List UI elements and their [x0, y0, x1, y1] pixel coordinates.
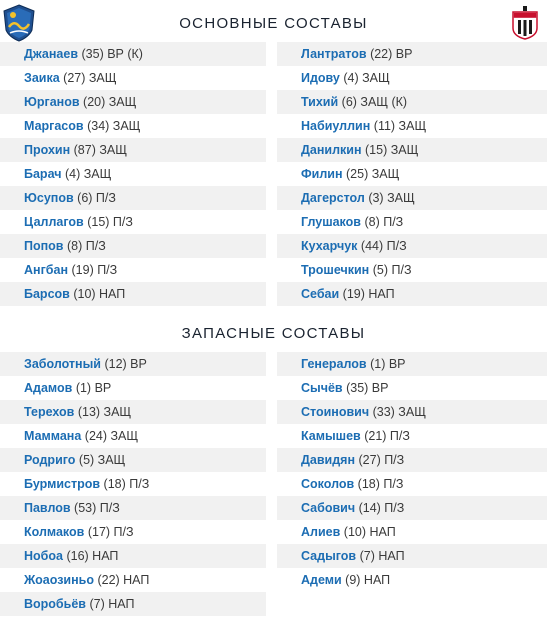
player-number-position: (17) П/З [87, 525, 134, 539]
player-name-link[interactable]: Юсупов [24, 191, 74, 205]
player-number-position: (10) НАП [343, 525, 396, 539]
list-item [277, 42, 547, 66]
list-item [277, 258, 547, 282]
list-item [0, 352, 266, 376]
player-name-link[interactable]: Колмаков [24, 525, 85, 539]
player-number-position: (3) ЗАЩ [368, 191, 415, 205]
player-number-position: (1) ВР [75, 381, 112, 395]
player-number-position: (44) П/З [360, 239, 407, 253]
player-name-link[interactable]: Ангбан [24, 263, 69, 277]
list-item [0, 90, 266, 114]
list-item [0, 472, 266, 496]
player-name-link[interactable]: Тихий [301, 95, 339, 109]
list-item [277, 90, 547, 114]
player-number-position: (35) ВР (К) [81, 47, 143, 61]
player-name-link[interactable]: Алиев [301, 525, 341, 539]
list-item [277, 520, 547, 544]
player-number-position: (15) ЗАЩ [365, 143, 419, 157]
list-item [0, 376, 266, 400]
list-item [0, 424, 266, 448]
player-number-position: (7) НАП [359, 549, 405, 563]
list-item [277, 544, 547, 568]
player-name-link[interactable]: Дагерстол [301, 191, 365, 205]
player-number-position: (13) ЗАЩ [77, 405, 132, 419]
list-item [277, 162, 547, 186]
away-substitutes-list [277, 352, 547, 592]
list-item [0, 544, 266, 568]
away-starters-list [277, 42, 547, 306]
player-number-position: (8) П/З [66, 239, 106, 253]
player-number-position: (12) ВР [104, 357, 147, 371]
player-number-position: (11) ЗАЩ [373, 119, 427, 133]
player-number-position: (9) НАП [345, 573, 391, 587]
player-name-link[interactable]: Адеми [301, 573, 342, 587]
list-item [0, 448, 266, 472]
player-number-position: (16) НАП [66, 549, 119, 563]
list-item [0, 42, 266, 66]
player-number-position: (4) ЗАЩ [343, 71, 390, 85]
player-number-position: (7) НАП [89, 597, 135, 611]
player-number-position: (22) ВР [370, 47, 413, 61]
player-number-position: (25) ЗАЩ [346, 167, 400, 181]
player-name-link[interactable]: Жоаозиньо [24, 573, 94, 587]
list-item [277, 114, 547, 138]
player-name-link[interactable]: Лантратов [301, 47, 367, 61]
player-number-position: (19) П/З [71, 263, 118, 277]
player-name-link[interactable]: Бурмистров [24, 477, 101, 491]
player-name-link[interactable]: Нобоа [24, 549, 63, 563]
player-name-link[interactable]: Барсов [24, 287, 70, 301]
player-number-position: (15) П/З [87, 215, 133, 229]
player-number-position: (10) НАП [73, 287, 126, 301]
list-item [277, 472, 547, 496]
player-number-position: (33) ЗАЩ [372, 405, 426, 419]
player-number-position: (53) П/З [74, 501, 120, 515]
list-item [277, 424, 547, 448]
list-item [0, 234, 266, 258]
player-name-link[interactable]: Терехов [24, 405, 75, 419]
list-item [0, 282, 266, 306]
list-item [277, 400, 547, 424]
list-item [277, 234, 547, 258]
player-name-link[interactable]: Попов [24, 239, 64, 253]
player-name-link[interactable]: Трошечкин [301, 263, 370, 277]
player-name-link[interactable]: Маммана [24, 429, 82, 443]
player-number-position: (21) П/З [364, 429, 410, 443]
list-item [0, 400, 266, 424]
player-name-link[interactable]: Павлов [24, 501, 71, 515]
substitutes-heading: ЗАПАСНЫЕ СОСТАВЫ [181, 325, 366, 342]
player-number-position: (6) П/З [77, 191, 116, 205]
player-name-link[interactable]: Родриго [24, 453, 76, 467]
player-number-position: (14) П/З [358, 501, 405, 515]
player-number-position: (27) ЗАЩ [63, 71, 117, 85]
player-name-link[interactable]: Воробьёв [24, 597, 86, 611]
list-item [277, 210, 547, 234]
list-item [0, 592, 266, 616]
list-item [277, 138, 547, 162]
player-name-link[interactable]: Глушаков [301, 215, 361, 229]
player-number-position: (87) ЗАЩ [73, 143, 127, 157]
player-number-position: (18) П/З [357, 477, 404, 491]
player-name-link[interactable]: Филин [301, 167, 343, 181]
list-item [0, 496, 266, 520]
home-substitutes-list [0, 352, 266, 616]
list-item [0, 258, 266, 282]
player-number-position: (27) П/З [358, 453, 405, 467]
player-name-link[interactable]: Маргасов [24, 119, 84, 133]
list-item [277, 66, 547, 90]
player-name-link[interactable]: Идову [301, 71, 340, 85]
player-name-link[interactable]: Соколов [301, 477, 355, 491]
player-name-link[interactable]: Себаи [301, 287, 340, 301]
list-item [277, 448, 547, 472]
player-number-position: (5) ЗАЩ [78, 453, 126, 467]
player-name-link[interactable]: Стоинович [301, 405, 370, 419]
starting-lineups-heading: ОСНОВНЫЕ СОСТАВЫ [179, 15, 368, 32]
list-item [277, 496, 547, 520]
list-item [0, 162, 266, 186]
list-item [277, 352, 547, 376]
player-name-link[interactable]: Сычёв [301, 381, 343, 395]
player-name-link[interactable]: Кухарчук [301, 239, 358, 253]
player-name-link[interactable]: Барач [24, 167, 62, 181]
player-number-position: (19) НАП [342, 287, 395, 301]
list-item [0, 210, 266, 234]
player-name-link[interactable]: Набиуллин [301, 119, 371, 133]
player-name-link[interactable]: Заболотный [24, 357, 101, 371]
home-starters-list [0, 42, 266, 306]
list-item [277, 282, 547, 306]
list-item [0, 186, 266, 210]
player-name-link[interactable]: Генералов [301, 357, 367, 371]
list-item [0, 66, 266, 90]
player-number-position: (18) П/З [103, 477, 150, 491]
list-item [0, 520, 266, 544]
player-number-position: (35) ВР [346, 381, 389, 395]
player-name-link[interactable]: Прохин [24, 143, 71, 157]
player-name-link[interactable]: Юрганов [24, 95, 80, 109]
player-number-position: (8) П/З [364, 215, 404, 229]
player-number-position: (22) НАП [97, 573, 150, 587]
list-item [0, 114, 266, 138]
player-name-link[interactable]: Цаллагов [24, 215, 84, 229]
player-name-link[interactable]: Джанаев [24, 47, 79, 61]
player-number-position: (5) П/З [372, 263, 412, 277]
list-item [0, 138, 266, 162]
player-name-link[interactable]: Адамов [24, 381, 73, 395]
player-number-position: (4) ЗАЩ [64, 167, 112, 181]
player-name-link[interactable]: Данилкин [301, 143, 362, 157]
player-number-position: (24) ЗАЩ [84, 429, 139, 443]
player-name-link[interactable]: Давидян [301, 453, 356, 467]
player-name-link[interactable]: Камышев [301, 429, 361, 443]
player-number-position: (6) ЗАЩ (К) [341, 95, 408, 109]
list-item [277, 186, 547, 210]
list-item [0, 568, 266, 592]
player-name-link[interactable]: Садыгов [301, 549, 357, 563]
player-number-position: (34) ЗАЩ [87, 119, 141, 133]
player-number-position: (20) ЗАЩ [83, 95, 137, 109]
player-name-link[interactable]: Сабович [301, 501, 356, 515]
list-item [277, 568, 547, 592]
list-item [277, 376, 547, 400]
player-number-position: (1) ВР [370, 357, 406, 371]
player-name-link[interactable]: Заика [24, 71, 60, 85]
